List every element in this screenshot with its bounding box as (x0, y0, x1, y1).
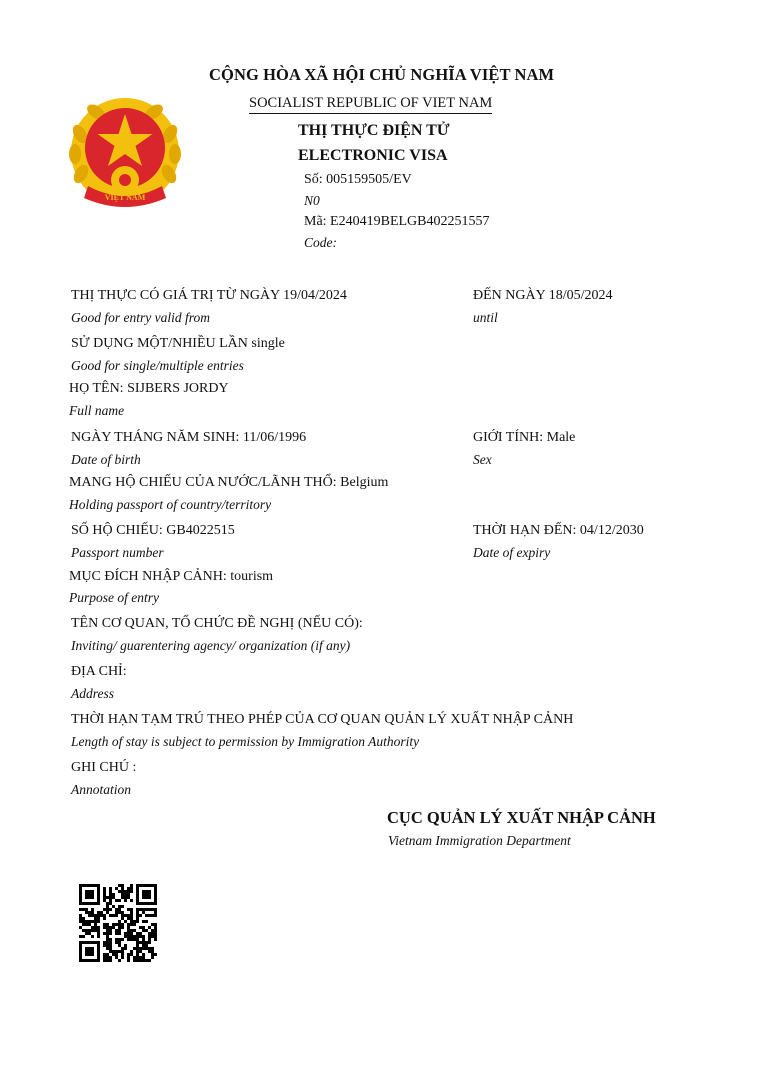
valid-from-label-en: Good for entry valid from (71, 310, 210, 325)
sex-label-en: Sex (473, 452, 492, 467)
department-name-vi: CỤC QUẢN LÝ XUẤT NHẬP CẢNH (387, 808, 656, 827)
country-name-en: SOCIALIST REPUBLIC OF VIET NAM (249, 95, 492, 114)
address-field: ĐỊA CHỈ: (71, 664, 127, 679)
dob-label-en: Date of birth (71, 452, 141, 467)
valid-until-field: ĐẾN NGÀY 18/05/2024 (473, 288, 613, 303)
annotation-field: GHI CHÚ : (71, 760, 137, 775)
annotation-label-en: Annotation (71, 782, 131, 797)
expiry-field: THỜI HẠN ĐẾN: 04/12/2030 (473, 523, 644, 538)
agency-field: TÊN CƠ QUAN, TỔ CHỨC ĐỀ NGHỊ (NẾU CÓ): (71, 616, 363, 631)
emblem-ribbon-text: VIỆT NAM (104, 193, 146, 202)
visa-code-label-en: Code: (304, 235, 337, 250)
visa-title-vi: THỊ THỰC ĐIỆN TỬ (298, 122, 450, 139)
country-name-vi: CỘNG HÒA XÃ HỘI CHỦ NGHĨA VIỆT NAM (209, 65, 555, 84)
country-field: MANG HỘ CHIẾU CỦA NƯỚC/LÃNH THỔ: Belgium (69, 475, 389, 490)
dob-field: NGÀY THÁNG NĂM SINH: 11/06/1996 (71, 430, 307, 445)
entries-label-en: Good for single/multiple entries (71, 358, 244, 373)
visa-number: Số: 005159505/EV (304, 172, 412, 187)
expiry-label-en: Date of expiry (473, 545, 551, 560)
visa-title-en: ELECTRONIC VISA (298, 147, 448, 164)
visa-number-label-en: N0 (304, 193, 320, 208)
purpose-label-en: Purpose of entry (69, 590, 159, 605)
entries-field: SỬ DỤNG MỘT/NHIỀU LẦN single (71, 336, 285, 351)
visa-code: Mã: E240419BELGB402251557 (304, 214, 490, 229)
purpose-field: MỤC ĐÍCH NHẬP CẢNH: tourism (69, 569, 274, 584)
full-name-label-en: Full name (69, 403, 125, 418)
full-name-field: HỌ TÊN: SIJBERS JORDY (69, 381, 229, 396)
stay-field: THỜI HẠN TẠM TRÚ THEO PHÉP CỦA CƠ QUAN QUẢN LÝ XUẤT NHẬP CẢNH (71, 712, 574, 727)
department-name-en: Vietnam Immigration Department (388, 833, 571, 848)
qr-code (79, 884, 157, 962)
sex-field: GIỚI TÍNH: Male (473, 430, 576, 445)
stay-label-en: Length of stay is subject to permission by Immigration Authority (71, 734, 420, 749)
passport-label-en: Passport number (71, 545, 164, 560)
agency-label-en: Inviting/ guarentering agency/ organization (if any) (71, 638, 351, 653)
national-emblem (66, 94, 184, 212)
country-label-en: Holding passport of country/territory (69, 497, 272, 512)
valid-from-field: THỊ THỰC CÓ GIÁ TRỊ TỪ NGÀY 19/04/2024 (71, 288, 347, 303)
address-label-en: Address (71, 686, 114, 701)
valid-until-label-en: until (473, 310, 498, 325)
passport-field: SỐ HỘ CHIẾU: GB4022515 (71, 523, 235, 538)
